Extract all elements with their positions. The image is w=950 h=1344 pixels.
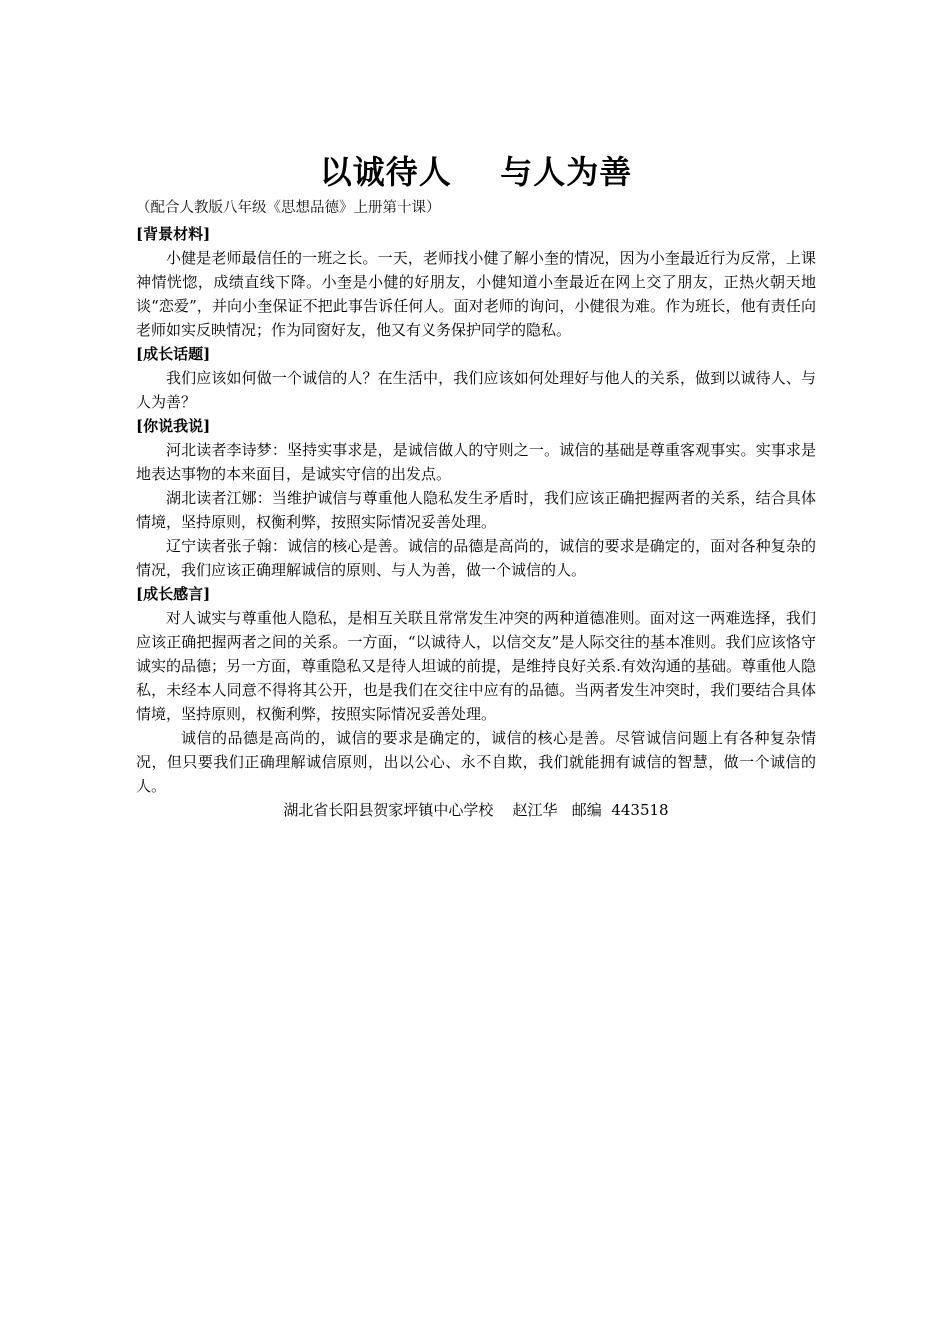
section-reader-opinions bbox=[136, 414, 816, 582]
paragraph: 诚信的品德是高尚的，诚信的要求是确定的，诚信的核心是善。尽管诚信问题上有各种复杂情况，但只要我们正确理解诚信原则，出以公心、永不自欺，我们就能拥有诚信的智慧，做一个诚信的人。 bbox=[136, 729, 816, 795]
paragraph: 对人诚实与尊重他人隐私，是相互关联且常常发生冲突的两种道德准则。面对这一两难选择，我们应该正确把握两者之间的关系。一方面，“以诚待人，以信交友”是人际交往的基本准则。我们应该恪守诚实的品德；另一方面，尊重隐私又是待人坦诚的前提，是维持良好关系.有效沟通的基础。尊重他人隐私，未经本人同意不得将其公开，也是我们在交往中应有的品德。当两者发生冲突时，我们要结合具体情境，坚持原则，权衡利弊，按照实际情况妥善处理。 bbox=[136, 609, 816, 723]
document-title: 以诚待人 与人为善 bbox=[319, 153, 633, 191]
paragraph: 我们应该如何做一个诚信的人？在生活中，我们应该如何处理好与他人的关系，做到以诚待人、与人为善？ bbox=[136, 369, 816, 411]
reader-opinion: 河北读者李诗梦：坚持实事求是，是诚信做人的守则之一。诚信的基础是尊重客观事实。实事求是地表达事物的本来面目，是诚实守信的出发点。 bbox=[136, 441, 816, 483]
section-topic bbox=[136, 342, 816, 414]
section-heading: [成长感言] bbox=[136, 585, 211, 603]
document-page bbox=[136, 148, 816, 822]
section-reflection bbox=[136, 582, 816, 798]
reader-opinion: 湖北读者江娜：当维护诚信与尊重他人隐私发生矛盾时，我们应该正确把握两者的关系，结合具体情境，坚持原则，权衡利弊，按照实际情况妥善处理。 bbox=[136, 489, 816, 531]
section-background bbox=[136, 222, 816, 342]
document-subtitle: （配合人教版八年级《思想品德》上册第十课） bbox=[136, 200, 441, 216]
section-heading: [你说我说] bbox=[136, 417, 211, 435]
author-footer: 湖北省长阳县贺家坪镇中心学校 赵江华 邮编 443518 bbox=[283, 801, 669, 819]
paragraph: 小健是老师最信任的一班之长。一天，老师找小健了解小奎的情况，因为小奎最近行为反常，上课神情恍惚，成绩直线下降。小奎是小健的好朋友，小健知道小奎最近在网上交了朋友，正热火朝天地谈“恋爱”，并向小奎保证不把此事告诉任何人。面对老师的询问，小健很为难。作为班长，他有责任向老师如实反映情况；作为同窗好友，他又有义务保护同学的隐私。 bbox=[136, 249, 816, 339]
section-heading: [成长话题] bbox=[136, 345, 211, 363]
reader-opinion: 辽宁读者张子翰：诚信的核心是善。诚信的品德是高尚的，诚信的要求是确定的，面对各种复杂的情况，我们应该正确理解诚信的原则、与人为善，做一个诚信的人。 bbox=[136, 537, 816, 579]
section-heading: [背景材料] bbox=[136, 225, 211, 243]
